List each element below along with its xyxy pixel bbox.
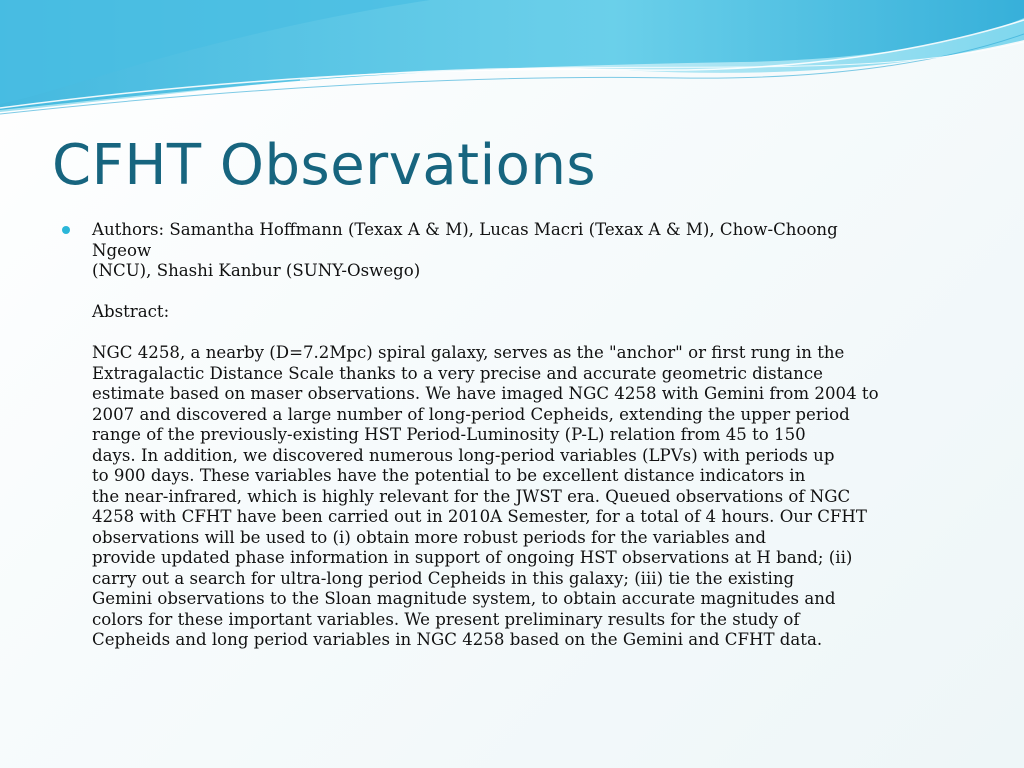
abstract-label: Abstract: bbox=[92, 302, 170, 321]
bullet-text bbox=[92, 220, 952, 651]
abstract-line: 2007 and discovered a large number of long-period Cepheids, extending the upper period bbox=[92, 404, 850, 424]
spacer bbox=[92, 323, 952, 344]
abstract-line: days. In addition, we discovered numerous long-period variables (LPVs) with periods up bbox=[92, 445, 835, 465]
abstract-line: 4258 with CFHT have been carried out in 2010A Semester, for a total of 4 hours. Our CFHT bbox=[92, 507, 867, 526]
slide-title: CFHT Observations bbox=[52, 133, 597, 198]
abstract-line: range of the previously-existing HST Period-Luminosity (P-L) relation from 45 to 150 bbox=[92, 425, 806, 444]
authors-line: Ngeow bbox=[92, 240, 152, 260]
abstract-line: carry out a search for ultra-long period Cepheids in this galaxy; (iii) tie the existing bbox=[92, 568, 795, 588]
abstract-line: Gemini observations to the Sloan magnitude system, to obtain accurate magnitudes and bbox=[92, 589, 836, 608]
abstract-line: observations will be used to (i) obtain more robust periods for the variables and bbox=[92, 527, 766, 547]
abstract-line: to 900 days. These variables have the potential to be excellent distance indicators in bbox=[92, 466, 806, 485]
abstract-line: colors for these important variables. We present preliminary results for the study of bbox=[92, 609, 800, 629]
abstract-line: provide updated phase information in support of ongoing HST observations at H band; (ii) bbox=[92, 548, 853, 567]
abstract-line: NGC 4258, a nearby (D=7.2Mpc) spiral galaxy, serves as the "anchor" or first rung in the bbox=[92, 343, 845, 362]
authors-line: (NCU), Shashi Kanbur (SUNY-Oswego) bbox=[92, 261, 421, 280]
abstract-line: estimate based on maser observations. We have imaged NGC 4258 with Gemini from 2004 to bbox=[92, 384, 879, 403]
abstract-line: Cepheids and long period variables in NGC 4258 based on the Gemini and CFHT data. bbox=[92, 630, 823, 649]
abstract-line: Extragalactic Distance Scale thanks to a very precise and accurate geometric distance bbox=[92, 363, 823, 383]
spacer bbox=[92, 282, 952, 303]
wave-header-graphic bbox=[0, 0, 1024, 130]
authors-line: Authors: Samantha Hoffmann (Texax A & M), Lucas Macri (Texax A & M), Chow-Choong bbox=[92, 220, 838, 239]
abstract-line: the near-infrared, which is highly relevant for the JWST era. Queued observations of NGC bbox=[92, 486, 851, 506]
bullet-dot-icon bbox=[62, 226, 70, 234]
